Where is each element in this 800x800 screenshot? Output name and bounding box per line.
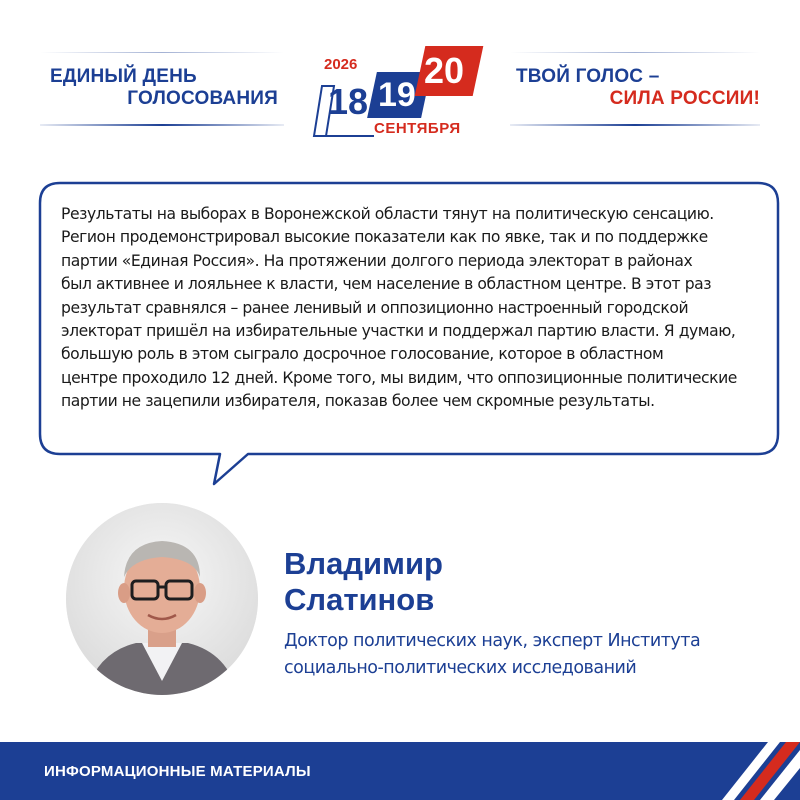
quote-line: партии не зацепили избирателя, показав более чем скромные результаты. — [61, 392, 655, 411]
quote-line: Результаты на выборах в Воронежской области тянут на политическую сенсацию. — [61, 205, 714, 223]
quote-line: большую роль в этом сыграло досрочное голосование, которое в областном — [61, 345, 664, 364]
quote-line: результат сравнялся – ранее ленивый и оппозиционно настроенный городской — [61, 298, 689, 317]
footer-label: ИНФОРМАЦИОННЫЕ МАТЕРИАЛЫ — [44, 763, 311, 780]
header-right-line2: СИЛА РОССИИ! — [609, 88, 760, 109]
header-right-line1: ТВОЙ ГОЛОС – — [516, 66, 660, 87]
expert-quote — [61, 203, 745, 414]
logo-day-20: 20 — [424, 50, 465, 91]
header-left-line1: ЕДИНЫЙ ДЕНЬ — [50, 66, 197, 87]
avatar — [66, 503, 258, 695]
logo-day-18: 18 — [328, 81, 369, 122]
expert-role-line2: социально-политических исследований — [284, 658, 637, 678]
header-left-line2: ГОЛОСОВАНИЯ — [127, 88, 278, 109]
quote-line: Регион продемонстрировал высокие показатели как по явке, так и по поддержке — [61, 228, 708, 247]
portrait-photo — [66, 503, 258, 695]
flag-stripes-icon — [700, 742, 800, 800]
logo-year: 2026 — [324, 56, 358, 73]
expert-role-line1: Доктор политических наук, эксперт Института — [284, 631, 701, 651]
expert-name — [284, 546, 443, 618]
expert-first-name: Владимир — [284, 546, 443, 581]
expert-role — [284, 628, 754, 682]
quote-line: центре проходило 12 дней. Кроме того, мы видим, что оппозиционные политические — [61, 368, 737, 387]
quote-line: был активнее и лояльнее к власти, чем население в областном центре. В этот раз — [61, 275, 712, 294]
expert-last-name: Слатинов — [284, 582, 435, 617]
quote-line: электорат пришёл на избирательные участки и поддержал партию власти. Я думаю, — [61, 322, 736, 341]
logo-month: СЕНТЯБРЯ — [374, 120, 461, 137]
logo-day-19: 19 — [378, 76, 416, 114]
quote-line: партии «Единая Россия». На протяжении долгого периода электорат в районах — [61, 251, 693, 270]
